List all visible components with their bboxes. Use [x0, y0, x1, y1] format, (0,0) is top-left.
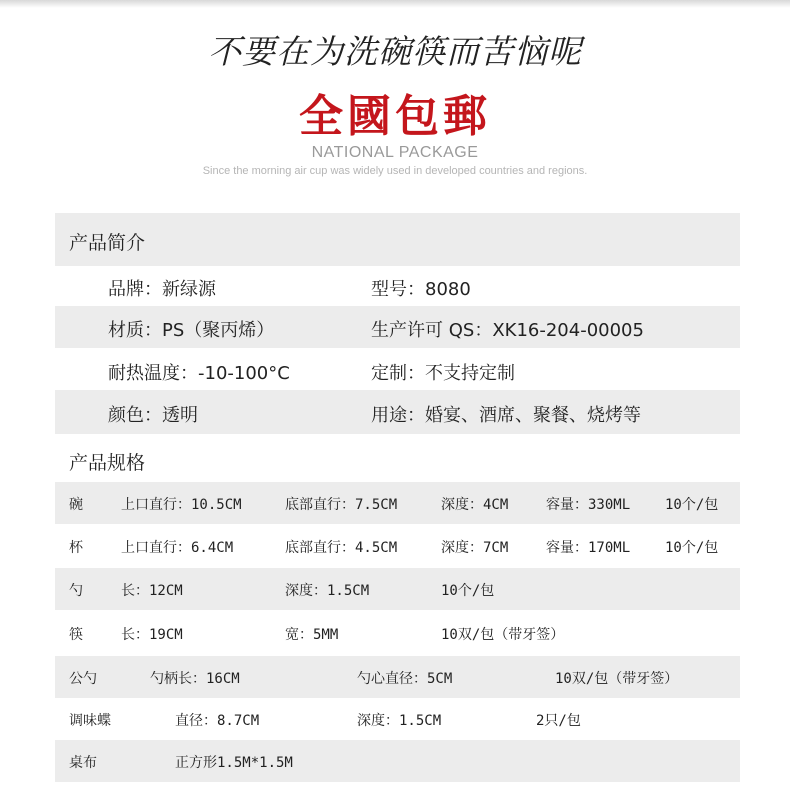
spec-value: 上口直行：10.5CM: [121, 497, 242, 513]
spec-value: 长：12CM: [121, 583, 183, 599]
custom-text: 定制：不支持定制: [371, 363, 515, 384]
spec-value: 深度：1.5CM: [357, 713, 442, 729]
spec-value: 底部直行：7.5CM: [285, 497, 398, 513]
spec-pack: 10双/包（带牙签）: [555, 671, 679, 687]
spec-row-saucer: [55, 698, 740, 740]
model-text: 型号：8080: [371, 279, 471, 300]
spec-value: 容量：330ML: [546, 497, 631, 513]
license-text: 生产许可 QS：XK16-204-00005: [371, 320, 644, 341]
top-shadow-bar: [0, 0, 790, 8]
spec-pack: 10个/包: [441, 583, 495, 599]
spec-value: 上口直行：6.4CM: [121, 540, 234, 556]
spec-row-chopsticks: [55, 610, 740, 656]
headline: 不要在为洗碗筷而苦恼呢: [208, 32, 582, 71]
intro-row-3: [55, 348, 740, 390]
spec-value: 勺柄长：16CM: [150, 671, 240, 687]
spec-value: 宽：5MM: [285, 627, 339, 643]
spec-item-name: 桌布: [69, 755, 97, 771]
spec-value: 直径：8.7CM: [175, 713, 260, 729]
spec-item-name: 碗: [69, 497, 83, 513]
intro-row-1: [55, 266, 740, 306]
spec-item-name: 勺: [69, 583, 83, 599]
material-text: 材质：PS（聚丙烯）: [108, 320, 275, 341]
spec-row-spoon: [55, 568, 740, 610]
color-text: 颜色：透明: [108, 405, 198, 426]
spec-pack: 10双/包（带牙签）: [441, 627, 565, 643]
spec-item-name: 筷: [69, 627, 83, 643]
intro-row-2: [55, 306, 740, 348]
spec-pack: 10个/包: [665, 540, 719, 556]
spec-item-name: 杯: [69, 540, 83, 556]
intro-title-row: [55, 213, 740, 266]
spec-value: 长：19CM: [121, 627, 183, 643]
spec-row-bowl: [55, 482, 740, 524]
spec-item-name: 公勺: [69, 671, 97, 687]
intro-title: 产品简介: [69, 232, 146, 254]
spec-value: 深度：4CM: [441, 497, 509, 513]
usage-text: 用途：婚宴、酒席、聚餐、烧烤等: [371, 405, 641, 426]
spec-value: 容量：170ML: [546, 540, 631, 556]
heat-text: 耐热温度：-10-100°C: [108, 363, 290, 384]
free-shipping-stamp: 全國包郵: [299, 91, 491, 142]
spec-value: 正方形1.5M*1.5M: [175, 755, 293, 771]
spec-value: 深度：7CM: [441, 540, 509, 556]
intro-row-4: [55, 390, 740, 434]
spec-item-name: 调味蝶: [69, 713, 111, 729]
english-title: NATIONAL PACKAGE: [311, 144, 479, 161]
specs-title: 产品规格: [69, 452, 146, 474]
spec-row-serving-spoon: [55, 656, 740, 698]
brand-text: 品牌：新绿源: [108, 279, 216, 300]
spec-value: 深度：1.5CM: [285, 583, 370, 599]
english-subtitle: Since the morning air cup was widely used in developed countries and regions.: [202, 165, 588, 177]
spec-row-tablecloth: [55, 740, 740, 782]
spec-value: 勺心直径：5CM: [357, 671, 453, 687]
specs-title-row: [55, 434, 740, 482]
spec-pack: 2只/包: [536, 713, 581, 729]
spec-value: 底部直行：4.5CM: [285, 540, 398, 556]
spec-row-cup: [55, 524, 740, 568]
spec-pack: 10个/包: [665, 497, 719, 513]
